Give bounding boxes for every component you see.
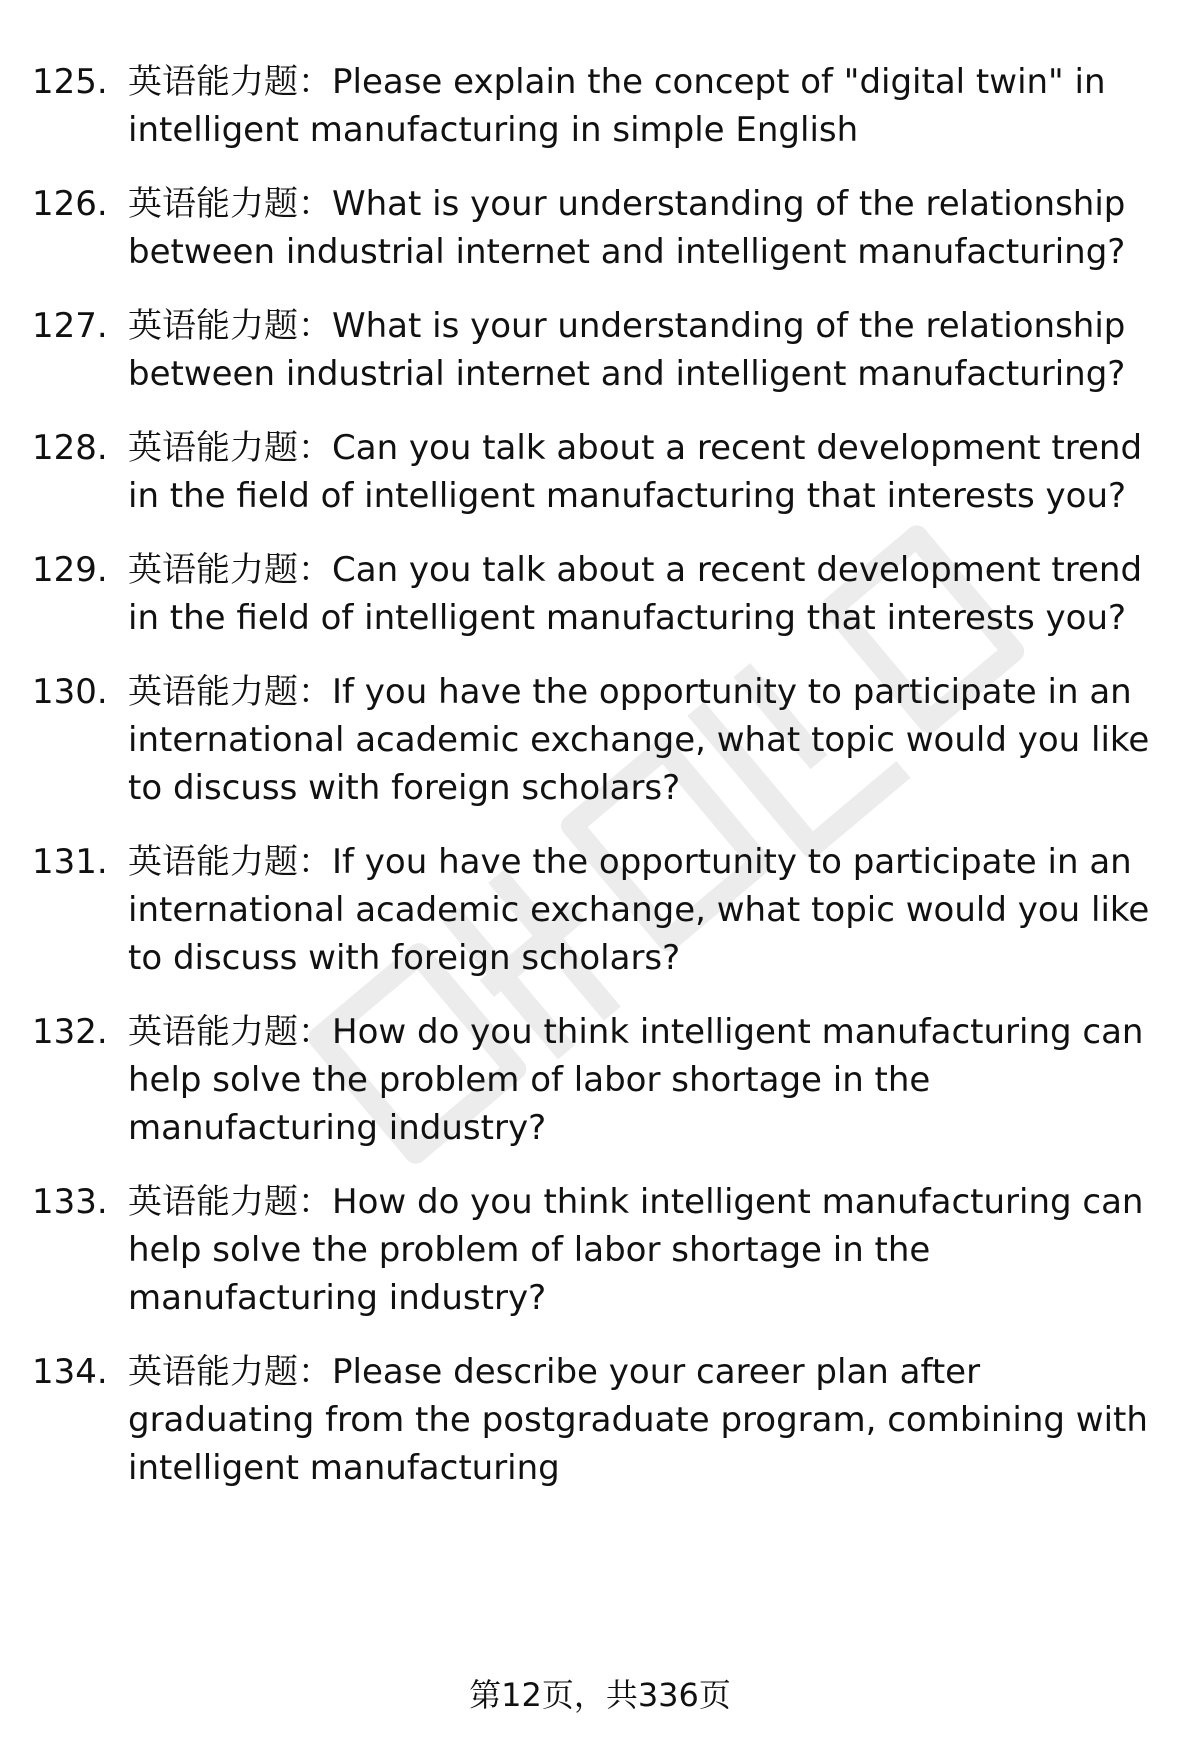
question-item xyxy=(0,668,1200,812)
question-text: Please describe your career plan after graduating from the postgraduate program, combining with intelligent manufacturing xyxy=(128,1352,1148,1488)
question-item xyxy=(0,1348,1200,1492)
question-text: Please explain the concept of "digital twin" in intelligent manufacturing in simple English xyxy=(128,62,1106,150)
question-tag: 英语能力题： xyxy=(128,1182,332,1222)
question-text: How do you think intelligent manufacturing can help solve the problem of labor shortage in the manufacturing industry? xyxy=(128,1182,1144,1318)
question-text: If you have the opportunity to participate in an international academic exchange, what topic would you like to discuss with foreign scholars? xyxy=(128,672,1150,808)
question-text: Can you talk about a recent development trend in the field of intelligent manufacturing that interests you? xyxy=(128,428,1143,516)
question-tag: 英语能力题： xyxy=(128,184,332,224)
question-number: 133. xyxy=(32,1182,108,1222)
question-item xyxy=(0,424,1200,520)
question-item xyxy=(0,546,1200,642)
question-tag: 英语能力题： xyxy=(128,672,332,712)
question-number: 128. xyxy=(32,428,108,468)
question-number: 132. xyxy=(32,1012,108,1052)
question-tag: 英语能力题： xyxy=(128,306,332,346)
question-text: Can you talk about a recent development trend in the field of intelligent manufacturing that interests you? xyxy=(128,550,1143,638)
question-item xyxy=(0,1178,1200,1322)
question-number: 127. xyxy=(32,306,108,346)
question-text: How do you think intelligent manufacturing can help solve the problem of labor shortage in the manufacturing industry? xyxy=(128,1012,1144,1148)
question-number: 131. xyxy=(32,842,108,882)
question-number: 134. xyxy=(32,1352,108,1392)
question-text: What is your understanding of the relationship between industrial internet and intelligent manufacturing? xyxy=(128,184,1126,272)
question-text: If you have the opportunity to participate in an international academic exchange, what topic would you like to discuss with foreign scholars? xyxy=(128,842,1150,978)
question-tag: 英语能力题： xyxy=(128,62,332,102)
question-tag: 英语能力题： xyxy=(128,550,332,590)
question-list xyxy=(0,58,1200,1518)
question-text: What is your understanding of the relationship between industrial internet and intelligent manufacturing? xyxy=(128,306,1126,394)
question-tag: 英语能力题： xyxy=(128,1352,332,1392)
question-number: 129. xyxy=(32,550,108,590)
question-item xyxy=(0,1008,1200,1152)
question-tag: 英语能力题： xyxy=(128,1012,332,1052)
question-item xyxy=(0,58,1200,154)
question-tag: 英语能力题： xyxy=(128,428,332,468)
page-number-footer: 第12页，共336页 xyxy=(469,1676,731,1714)
question-tag: 英语能力题： xyxy=(128,842,332,882)
question-item xyxy=(0,180,1200,276)
question-item xyxy=(0,302,1200,398)
question-item xyxy=(0,838,1200,982)
question-number: 125. xyxy=(32,62,108,102)
question-number: 126. xyxy=(32,184,108,224)
question-number: 130. xyxy=(32,672,108,712)
